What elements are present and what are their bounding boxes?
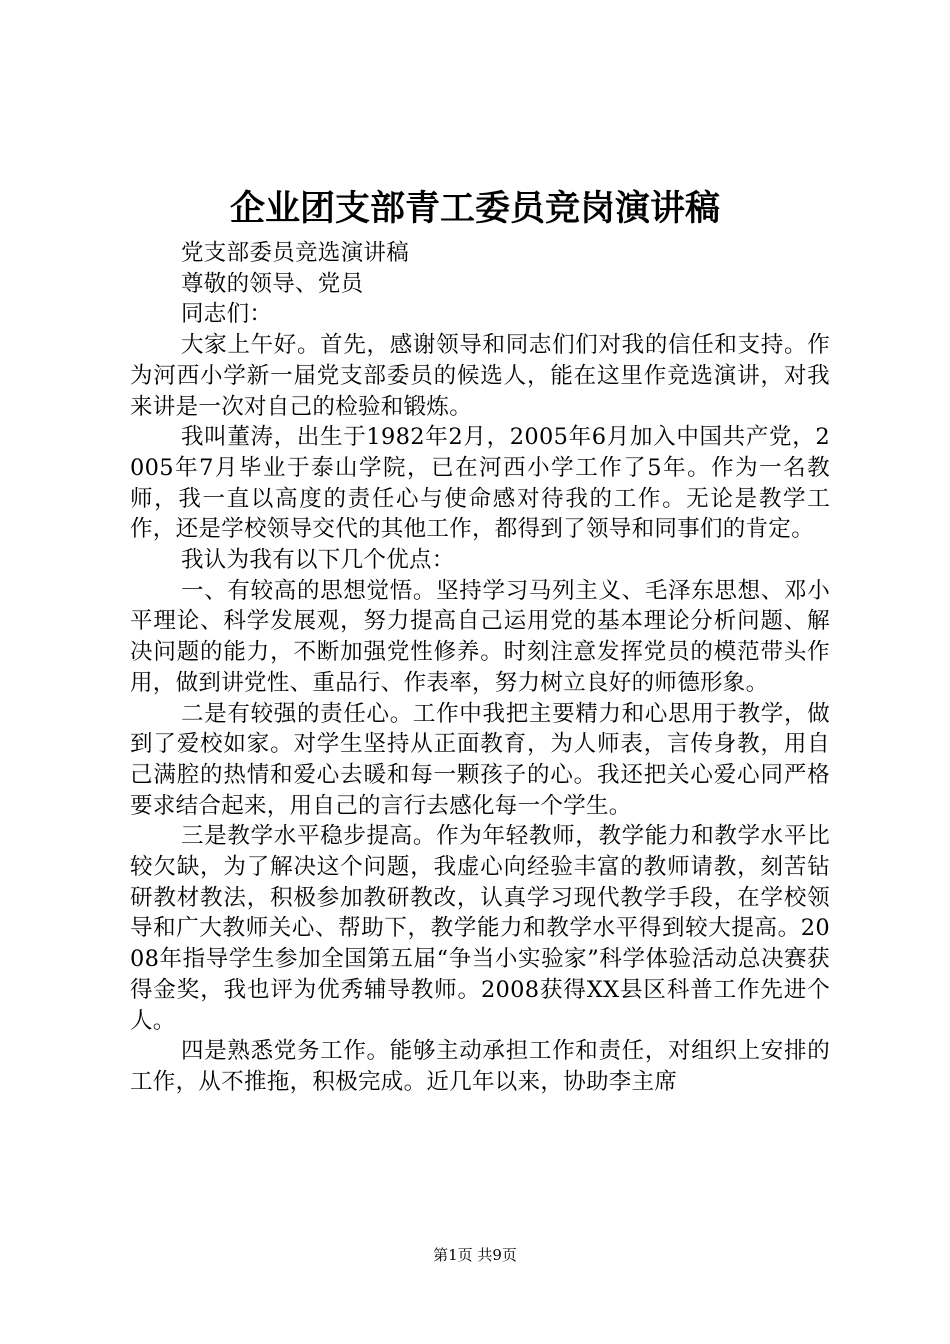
page-number-footer: 第1页 共9页 [433, 1246, 517, 1264]
paragraph-subtitle: 党支部委员竞选演讲稿 [181, 240, 410, 266]
paragraph-strength-4: 四是熟悉党务工作。能够主动承担工作和责任，对组织上安排的工作，从不推拖，积极完成。近几年以来，协助李主席 [130, 1038, 830, 1095]
paragraph-strength-2: 二是有较强的责任心。工作中我把主要精力和心思用于教学，做到了爱校如家。对学生坚持从正面教育，为人师表，言传身教，用自己满腔的热情和爱心去暖和每一颗孩子的心。我还把关心爱心同严格要求结合起来，用自己的言行去感化每一个学生。 [130, 700, 830, 819]
paragraph-opening: 大家上午好。首先，感谢领导和同志们们对我的信任和支持。作为河西小学新一届党支部委员的候选人，能在这里作竞选演讲，对我来讲是一次对自己的检验和锻炼。 [130, 332, 830, 420]
paragraph-salutation: 尊敬的领导、党员 [181, 270, 364, 297]
paragraph-strengths-intro: 我认为我有以下几个优点： [181, 547, 455, 574]
document-body [130, 238, 830, 1098]
paragraph-introduction: 我叫董涛，出生于1982年2月，2005年6月加入中国共产党，2005年7月毕业于泰山学院，已在河西小学工作了5年。作为一名教师，我一直以高度的责任心与使命感对待我的工作。无论是教学工作，还是学校领导交代的其他工作，都得到了领导和同事们的肯定。 [130, 424, 830, 543]
paragraph-strength-1: 一、有较高的思想觉悟。坚持学习马列主义、毛泽东思想、邓小平理论、科学发展观，努力提高自己运用党的基本理论分析问题、解决问题的能力，不断加强党性修养。时刻注意发挥党员的模范带头作用，做到讲党性、重品行、作表率，努力树立良好的师德形象。 [130, 577, 830, 696]
paragraph-greeting: 同志们： [181, 301, 273, 328]
document-title: 企业团支部青工委员竞岗演讲稿 [229, 188, 720, 229]
paragraph-strength-3: 三是教学水平稳步提高。作为年轻教师，教学能力和教学水平比较欠缺，为了解决这个问题，我虚心向经验丰富的教师请教，刻苦钻研教材教法，积极参加教研教改，认真学习现代教学手段，在学校领导和广大教师关心、帮助下，教学能力和教学水平得到较大提高。2008年指导学生参加全国第五届“争当小实验家”科学体验活动总决赛获得金奖，我也评为优秀辅导教师。2008获得XX县区科普工作先进个人。 [130, 823, 830, 1034]
